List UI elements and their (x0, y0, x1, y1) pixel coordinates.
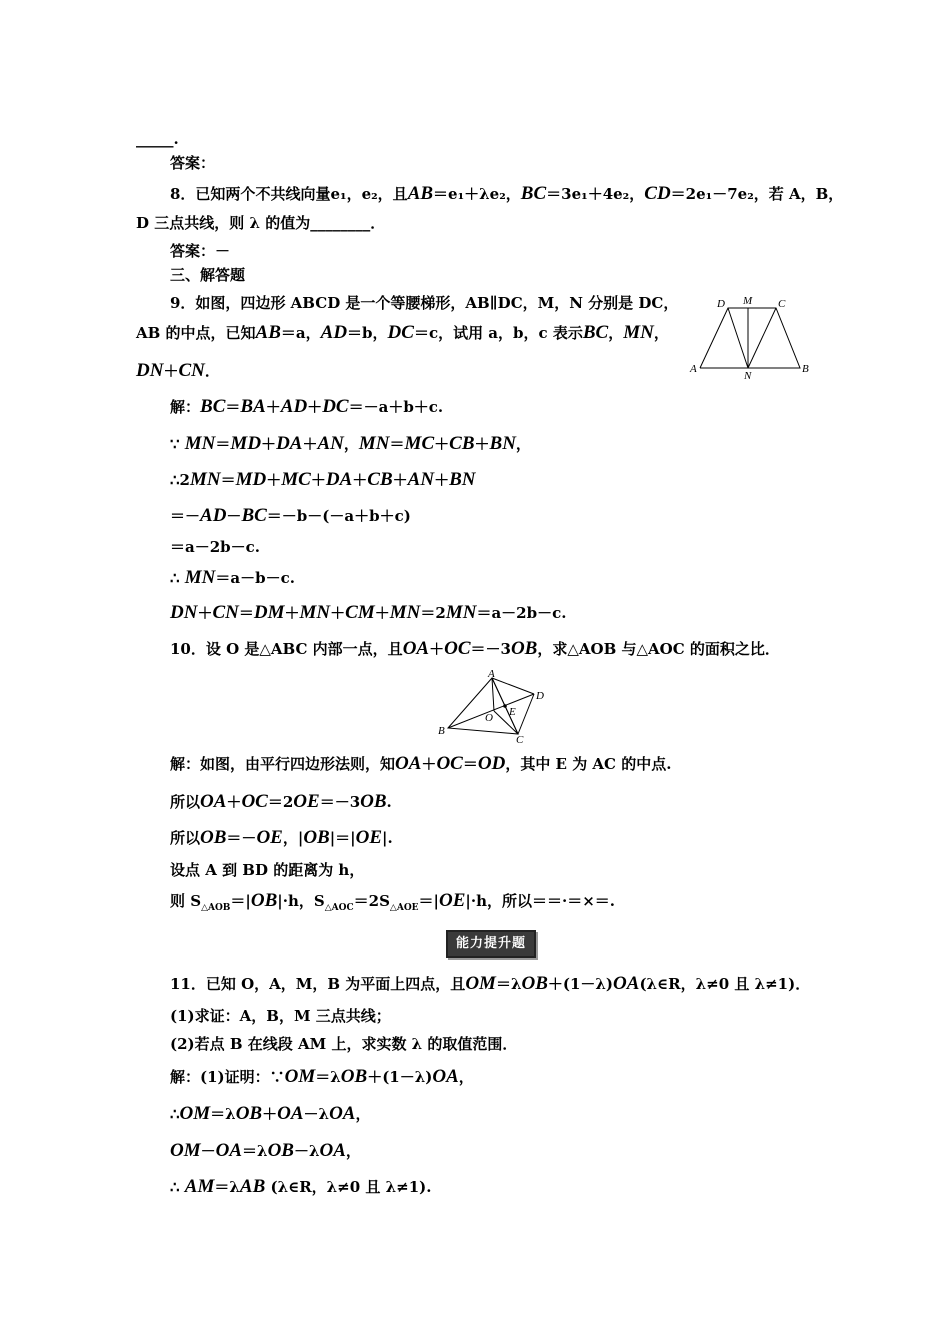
solution-11-line4: ∴ AM＝λAB (λ∈R，λ≠0 且 λ≠1). (170, 1176, 432, 1197)
solution-11-line3: OM－OA＝λOB－λOA， (170, 1140, 361, 1161)
problem-8-line2: D 三点共线，则 λ 的值为________． (136, 214, 386, 232)
ability-section-badge: 能力提升题 (446, 930, 536, 958)
label-A: A (690, 363, 697, 375)
problem-9-line3: DN＋CN． (136, 360, 220, 381)
solution-11-line1: 解：(1)证明：∵OM＝λOB＋(1－λ)OA， (170, 1066, 474, 1087)
solution-11-line2: ∴OM＝λOB＋OA－λOA， (170, 1103, 371, 1124)
blank-line: _____. (136, 130, 179, 148)
problem-9-line1: 9．如图，四边形 ABCD 是一个等腰梯形，AB∥DC，M，N 分别是 DC， (170, 294, 679, 312)
parallelogram-figure (432, 668, 552, 744)
answer-label: 答案： (170, 154, 216, 172)
solution-10-line5: 则 $S_{\triangle AOB}=|OB|\cdot h$，$S_{\triangle AOC}=2S_{\triangle AOE}=|OE|\cdot h$，所以＝＝·＝×＝. (170, 890, 616, 913)
problem-8-line1: 8．已知两个不共线向量e₁，e₂，且AB＝e₁＋λe₂，BC＝3e₁＋4e₂，CD＝2e₁－7e₂，若 A，B， (170, 183, 844, 204)
problem-10: 10．设 O 是△ABC 内部一点，且OA＋OC＝－3OB，求△AOB 与△AOC 的面积之比． (170, 638, 780, 659)
problem-9-line2: AB 的中点，已知AB＝a，AD＝b，DC＝c，试用 a，b，c 表示BC，MN， (136, 322, 669, 343)
label-E: E (509, 706, 516, 718)
solution-10-line1: 解：如图，由平行四边形法则，知OA＋OC＝OD，其中 E 为 AC 的中点. (170, 753, 672, 774)
solution-10-line4: 设点 A 到 BD 的距离为 h， (170, 861, 365, 879)
label-C: C (778, 298, 786, 310)
trapezoid-figure (688, 295, 812, 381)
label-B: B (802, 363, 809, 375)
label-O: O (485, 712, 493, 724)
label-N: N (744, 370, 752, 381)
label-D: D (717, 298, 725, 310)
problem-11-part2: (2)若点 B 在线段 AM 上，求实数 λ 的取值范围． (170, 1035, 518, 1053)
solution-9-line5: ＝a－2b－c. (170, 538, 261, 556)
solution-10-line2: 所以OA＋OC＝2OE＝－3OB. (170, 791, 392, 812)
problem-11: 11．已知 O，A，M，B 为平面上四点，且OM＝λOB＋(1－λ)OA(λ∈R，λ≠0 且 λ≠1)． (170, 973, 811, 994)
section-heading: 三、解答题 (170, 266, 246, 284)
solution-9-line4: ＝－AD－BC＝－b－(－a＋b＋c) (170, 505, 411, 526)
answer-8: 答案：－ (170, 242, 231, 260)
solution-9-line7: DN＋CN＝DM＋MN＋CM＋MN＝2MN＝a－2b－c. (170, 602, 567, 623)
label-D: D (536, 690, 544, 702)
label-M: M (743, 295, 753, 307)
solution-9-line2: ∵ MN＝MD＋DA＋AN，MN＝MC＋CB＋BN， (170, 433, 531, 454)
solution-9-line6: ∴ MN＝a－b－c. (170, 567, 295, 588)
label-C: C (516, 734, 524, 744)
solution-10-line3: 所以OB＝－OE，|OB|＝|OE|. (170, 827, 393, 848)
label-B: B (438, 725, 445, 737)
label-A: A (488, 668, 495, 680)
solution-9-line1: 解：BC＝BA＋AD＋DC＝－a＋b＋c. (170, 396, 444, 417)
problem-11-part1: (1)求证：A，B，M 三点共线； (170, 1007, 391, 1025)
solution-9-line3: ∴2MN＝MD＋MC＋DA＋CB＋AN＋BN (170, 469, 476, 490)
